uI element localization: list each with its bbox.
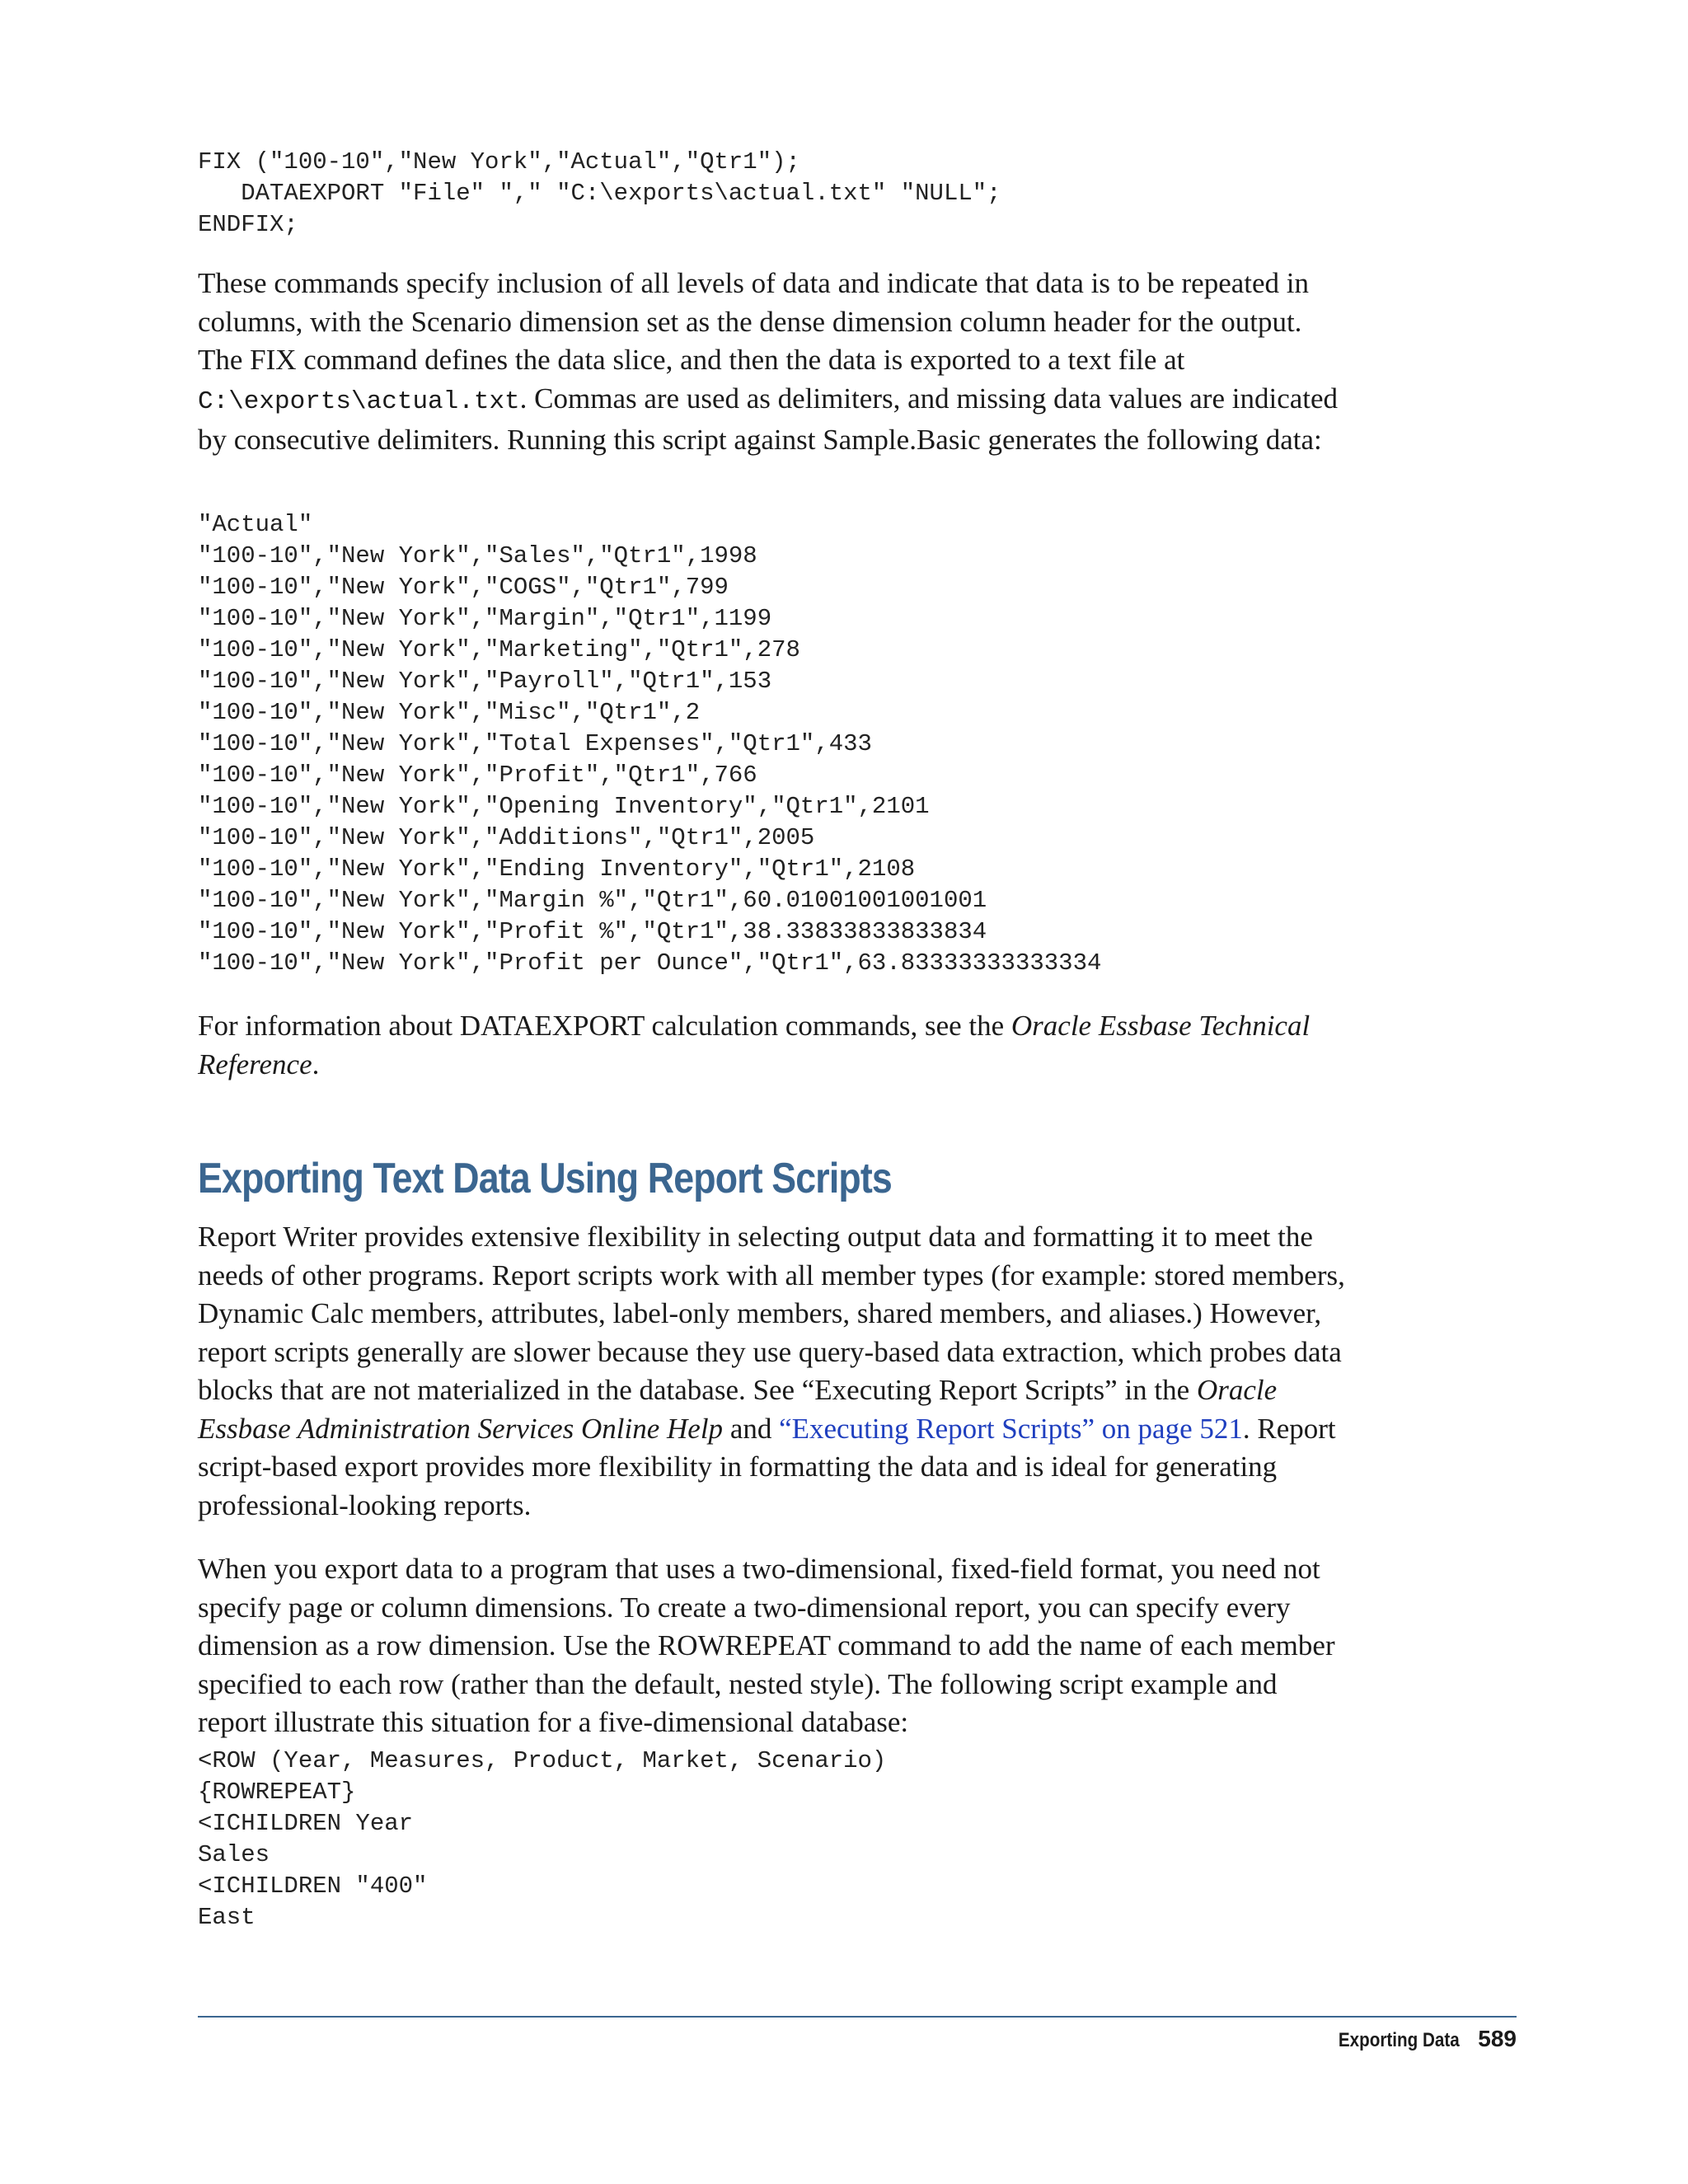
cross-reference-link[interactable]: “Executing Report Scripts” on page 521 (779, 1412, 1243, 1445)
paragraph-text-part: These commands specify inclusion of all levels of data and indicate that data is to be repeated in columns, with the Scenario dimension set as the dense dimension column header for the output. The FIX command defines the data slice, and then the data is exported to a text file at (198, 267, 1310, 376)
inline-code-path: C:\exports\actual.txt (198, 387, 520, 416)
paragraph-text-part: and (723, 1412, 780, 1445)
paragraph-text: When you export data to a program that uses a two-dimensional, fixed-field format, you need not specify page or column dimensions. To create a two-dimensional report, you can specify every dimension as a row dimension. Use the ROWREPEAT command to add the name of each member specified to each row (rather than the default, nested style). The following script example and report illustrate this situation for a five-dimensional database: (198, 1553, 1335, 1738)
code-line: <ROW (Year, Measures, Product, Market, Scenario) (198, 1747, 887, 1774)
paragraph-text (198, 265, 1352, 460)
code-line: <ICHILDREN "400" (198, 1872, 428, 1900)
code-line: <ICHILDREN Year (198, 1810, 414, 1837)
section-heading-block (198, 1154, 1005, 1203)
code-line: DATAEXPORT "File" "," "C:\exports\actual.txt" "NULL"; (198, 180, 1001, 207)
code-line: "100-10","New York","Profit per Ounce","Qtr1",63.83333333333334 (198, 949, 1102, 977)
code-line: "100-10","New York","COGS","Qtr1",799 (198, 574, 729, 601)
section-heading: Exporting Text Data Using Report Scripts (198, 1155, 892, 1202)
code-line: "100-10","New York","Total Expenses","Qtr1",433 (198, 730, 872, 757)
page-footer (1319, 2026, 1517, 2052)
book-title: Oracle Essbase Technical Reference (198, 1010, 1311, 1080)
code-line: "100-10","New York","Payroll","Qtr1",153 (198, 668, 772, 695)
paragraph-two-dimensional (198, 1550, 1352, 1742)
paragraph-report-writer (198, 1218, 1352, 1525)
code-line: {ROWREPEAT} (198, 1779, 356, 1806)
paragraph-text-part: . Report script-based export provides more flexibility in formatting the data and is ideal for generating professional-looking reports. (198, 1412, 1336, 1521)
paragraph-fix-explanation (198, 265, 1352, 460)
code-line: "100-10","New York","Opening Inventory","Qtr1",2101 (198, 793, 930, 820)
code-line: FIX ("100-10","New York","Actual","Qtr1"); (198, 148, 800, 176)
code-line: "Actual" (198, 511, 313, 538)
paragraph-dataexport-reference (198, 1007, 1352, 1084)
code-line: East (198, 1904, 256, 1931)
paragraph-text-part: For information about DATAEXPORT calculation commands, see the (198, 1010, 1011, 1042)
footer-chapter-label: Exporting Data (1339, 2029, 1460, 2051)
code-line: "100-10","New York","Profit","Qtr1",766 (198, 762, 757, 789)
code-line: "100-10","New York","Profit %","Qtr1",38.33833833833834 (198, 918, 987, 945)
code-line: "100-10","New York","Ending Inventory","Qtr1",2108 (198, 855, 916, 883)
code-block-export-output (198, 509, 1101, 979)
code-block-fix (198, 147, 1001, 241)
code-line: "100-10","New York","Sales","Qtr1",1998 (198, 542, 757, 569)
page-number: 589 (1478, 2026, 1517, 2051)
paragraph-text-part: . (312, 1047, 320, 1080)
code-line: ENDFIX; (198, 211, 298, 238)
book-title: Oracle Essbase Administration Services Online Help (198, 1374, 1278, 1445)
paragraph-text-part: . Commas are used as delimiters, and missing data values are indicated by consecutive delimiters. Running this script against Sample.Basic generates the following data: (198, 382, 1339, 456)
code-line: "100-10","New York","Margin","Qtr1",1199 (198, 605, 772, 632)
paragraph-text-part: Report Writer provides extensive flexibility in selecting output data and formatting it to meet the needs of other programs. Report scripts work with all member types (for example: stored members, Dynamic Calc members, attributes, label-only members, shared members, and aliases.) However, report scripts generally are slower because they use query-based data extraction, which probes data blocks that are not materialized in the database. See “Executing Report Scripts” in the (198, 1221, 1345, 1406)
code-line: Sales (198, 1841, 270, 1868)
code-line: "100-10","New York","Additions","Qtr1",2005 (198, 824, 815, 851)
footer-rule (198, 2016, 1517, 2018)
paragraph-text (198, 1007, 1352, 1084)
paragraph-text (198, 1218, 1352, 1525)
code-block-report-script (198, 1746, 886, 1933)
code-line: "100-10","New York","Misc","Qtr1",2 (198, 699, 701, 726)
code-line: "100-10","New York","Marketing","Qtr1",278 (198, 636, 800, 663)
code-line: "100-10","New York","Margin %","Qtr1",60.01001001001001 (198, 887, 987, 914)
